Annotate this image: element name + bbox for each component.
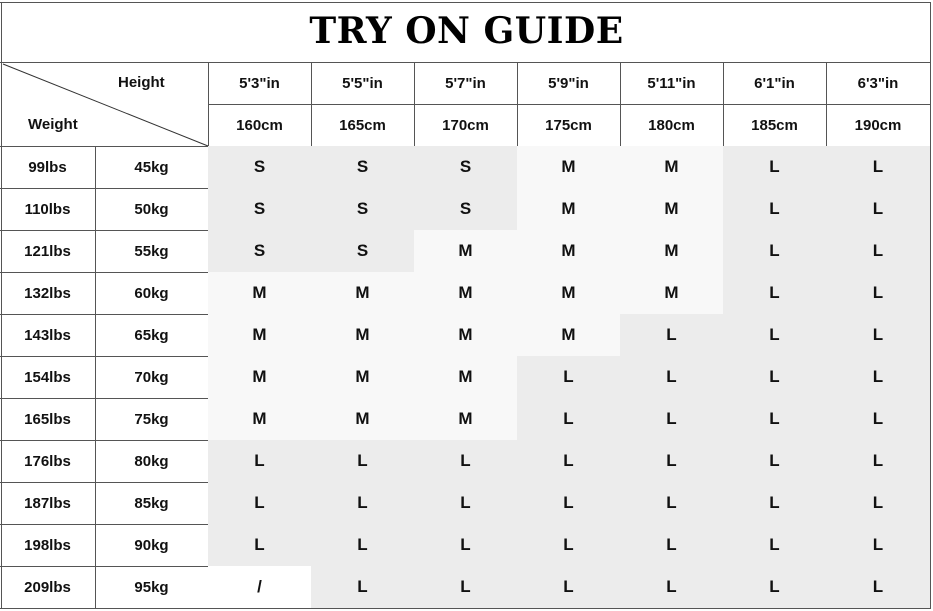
size-cell: L <box>826 398 930 440</box>
size-cell: L <box>826 272 930 314</box>
size-cell: L <box>723 272 826 314</box>
size-cell: L <box>826 524 930 566</box>
weight-lbs-cell: 110lbs <box>24 200 71 218</box>
corner-height-label: Height <box>118 74 165 91</box>
size-cell: M <box>414 272 517 314</box>
size-cell: L <box>620 314 723 356</box>
size-cell: L <box>723 230 826 272</box>
weight-kg-cell: 50kg <box>134 200 169 218</box>
size-cell: S <box>208 146 311 188</box>
size-cell: L <box>723 146 826 188</box>
size-cell: M <box>620 146 723 188</box>
size-cell: L <box>826 482 930 524</box>
size-cell: L <box>723 398 826 440</box>
height-in-header: 5'11"in <box>647 74 696 92</box>
size-cell: L <box>620 440 723 482</box>
size-cell: L <box>311 482 414 524</box>
size-cell: M <box>311 356 414 398</box>
size-cell: L <box>826 440 930 482</box>
size-cell: M <box>311 314 414 356</box>
weight-lbs-cell: 176lbs <box>24 452 71 470</box>
size-cell: L <box>620 566 723 608</box>
size-cell: S <box>311 188 414 230</box>
size-cell: L <box>723 356 826 398</box>
size-cell: M <box>620 188 723 230</box>
weight-kg-cell: 75kg <box>134 410 169 428</box>
size-cell: L <box>723 482 826 524</box>
height-cm-header: 160cm <box>236 116 283 134</box>
size-cell: L <box>723 566 826 608</box>
weight-kg-cell: 90kg <box>134 536 169 554</box>
grid-line <box>0 2 931 3</box>
weight-kg-cell: 80kg <box>134 452 169 470</box>
weight-kg-cell: 45kg <box>134 158 169 176</box>
height-cm-header: 190cm <box>854 116 902 134</box>
size-cell: L <box>826 356 930 398</box>
size-cell: / <box>208 566 311 608</box>
height-cm-header: 165cm <box>339 116 386 134</box>
size-cell: M <box>517 188 620 230</box>
size-cell: M <box>620 272 723 314</box>
weight-lbs-cell: 154lbs <box>24 368 71 386</box>
size-cell: L <box>414 566 517 608</box>
weight-lbs-cell: 187lbs <box>24 494 71 512</box>
size-cell: L <box>620 356 723 398</box>
size-cell: M <box>414 356 517 398</box>
weight-lbs-cell: 198lbs <box>24 536 71 554</box>
grid-line <box>0 608 931 609</box>
size-cell: S <box>208 188 311 230</box>
size-cell: L <box>826 188 930 230</box>
size-cell: L <box>826 146 930 188</box>
height-in-header: 5'3"in <box>239 74 280 92</box>
size-cell: M <box>414 230 517 272</box>
size-cell: L <box>414 482 517 524</box>
weight-kg-cell: 60kg <box>134 284 169 302</box>
size-cell: L <box>517 440 620 482</box>
corner-weight-label: Weight <box>28 116 78 133</box>
size-cell: M <box>208 356 311 398</box>
size-cell: L <box>826 566 930 608</box>
size-cell: M <box>414 314 517 356</box>
size-cell: L <box>620 524 723 566</box>
size-cell: S <box>414 188 517 230</box>
size-cell: M <box>311 398 414 440</box>
size-cell: L <box>517 524 620 566</box>
height-cm-header: 175cm <box>545 116 592 134</box>
size-cell: M <box>208 398 311 440</box>
height-cm-header: 170cm <box>442 116 489 134</box>
size-cell: L <box>517 398 620 440</box>
size-cell: L <box>414 440 517 482</box>
size-cell: S <box>414 146 517 188</box>
grid-line <box>930 2 931 609</box>
size-cell: M <box>208 272 311 314</box>
size-cell: L <box>208 482 311 524</box>
size-cell: L <box>620 482 723 524</box>
size-cell: L <box>517 482 620 524</box>
size-cell: L <box>620 398 723 440</box>
size-cell: L <box>311 566 414 608</box>
size-cell: M <box>517 314 620 356</box>
height-cm-header: 180cm <box>648 116 695 134</box>
size-cell: L <box>208 440 311 482</box>
weight-lbs-cell: 209lbs <box>24 578 71 596</box>
size-cell: S <box>311 230 414 272</box>
weight-lbs-cell: 121lbs <box>24 242 71 260</box>
size-cell: L <box>311 524 414 566</box>
height-in-header: 6'1"in <box>754 74 795 92</box>
weight-kg-cell: 85kg <box>134 494 169 512</box>
height-in-header: 6'3"in <box>857 74 899 92</box>
size-cell: L <box>723 524 826 566</box>
size-cell: M <box>517 272 620 314</box>
size-cell: L <box>723 188 826 230</box>
height-cm-header: 185cm <box>751 116 798 134</box>
weight-kg-cell: 55kg <box>134 242 169 260</box>
size-cell: L <box>517 566 620 608</box>
size-cell: S <box>208 230 311 272</box>
size-cell: L <box>723 440 826 482</box>
size-cell: L <box>414 524 517 566</box>
weight-kg-cell: 70kg <box>134 368 169 386</box>
size-cell: M <box>517 146 620 188</box>
size-cell: S <box>311 146 414 188</box>
height-in-header: 5'9"in <box>548 74 589 92</box>
corner-diagonal <box>0 62 209 147</box>
weight-lbs-cell: 132lbs <box>24 284 71 302</box>
height-in-header: 5'5"in <box>342 74 383 92</box>
weight-lbs-cell: 143lbs <box>24 326 71 344</box>
size-cell: L <box>826 230 930 272</box>
size-cell: L <box>723 314 826 356</box>
guide-title: TRY ON GUIDE <box>309 10 624 52</box>
size-cell: M <box>311 272 414 314</box>
weight-lbs-cell: 99lbs <box>28 158 67 176</box>
size-cell: L <box>826 314 930 356</box>
size-cell: L <box>311 440 414 482</box>
size-cell: M <box>517 230 620 272</box>
size-cell: L <box>517 356 620 398</box>
size-cell: L <box>208 524 311 566</box>
weight-kg-cell: 65kg <box>134 326 169 344</box>
size-cell: M <box>620 230 723 272</box>
size-cell: M <box>414 398 517 440</box>
size-cell: M <box>208 314 311 356</box>
weight-lbs-cell: 165lbs <box>24 410 71 428</box>
weight-kg-cell: 95kg <box>134 578 169 596</box>
height-in-header: 5'7"in <box>445 74 486 92</box>
